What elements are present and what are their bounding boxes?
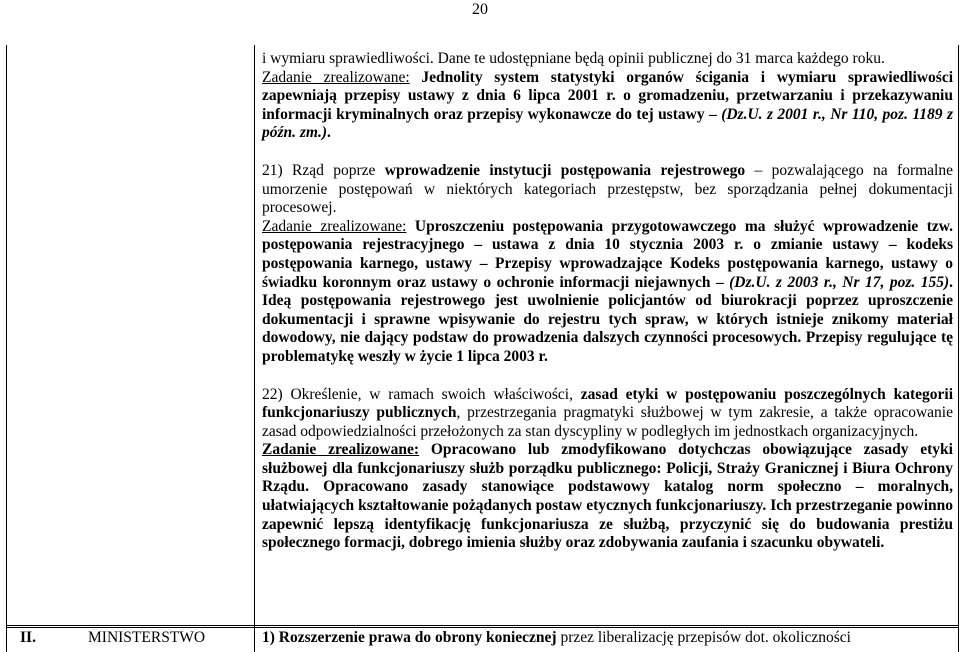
table-right-border (958, 45, 959, 652)
table-row-separator (6, 625, 959, 626)
paragraph-20-continued: i wymiaru sprawiedliwości. Dane te udostępniane będą opinii publicznej do 31 marca każdego roku. Zadanie zrealizowane: Jednolity system statystyki organów ścigania i wymiaru sprawiedliwości zapewniają przepisy ustawy z dnia 6 lipca 2001 r. o gromadzeniu, przetwarzaniu i przekazywaniu informacji kryminalnych oraz przepisy wykonawcze do tej ustawy – (Dz.U. z 2001 r., Nr 110, poz. 1189 z późn. zm.). (262, 50, 954, 142)
task-label: Zadanie zrealizowane: (262, 441, 420, 459)
document-body (262, 50, 953, 553)
paragraph-22: 22) Określenie, w ramach swoich właściwości, zasad etyki w postępowaniu poszczególnych kategorii funkcjonariuszy publicznych, przestrzegania pragmatyki służbowej w tym zakresie, a także opracowanie zasad odpowiedzialności przełożonych za stan dyscypliny w podległych im jednostkach organizacyjnych. Zadanie zrealizowane: Opracowano lub zmodyfikowano dotychczas obowiązujące zasady etyki służbowej dla funkcjonariuszy służb porządku publicznego: Policji, Straży Granicznej i Biura Ochrony Rządu. Opracowano zasady stanowiące podstawowy katalog norm społeczno – moralnych, ułatwiających kształtowanie pożądanych postaw etycznych funkcjonariuszy. Ich przestrzeganie powinno zapewnić lepszą identyfikację funkcjonariusza ze służbą, przyczynić się do budowania prestiżu społecznego formacji, dobrego imienia służby oraz zdobywania zaufania i szacunku obywateli. (262, 385, 953, 552)
ministry-name: MINISTERSTWO (88, 629, 206, 646)
table-row-ministry (0, 627, 960, 652)
paragraph-21: 21) Rząd poprze wprowadzenie instytucji postępowania rejestrowego – pozwalającego na formalne umorzenie postępowań w niektórych kategoriach przestępstw, bez sporządzania pełnej dokumentacji procesowej. Zadanie zrealizowane: Uproszczeniu postępowania przygotowawczego ma służyć wprowadzenie tzw. postępowania rejestracyjnego – ustawa z dnia 10 stycznia 2003 r. o zmianie ustawy – kodeks postępowania karnego, ustawy – Przepisy wprowadzające Kodeks postępowania karnego, ustawy o świadku koronnym oraz ustawy o ochronie informacji niejawnych – (Dz.U. z 2003 r., Nr 17, poz. 155). Ideą postępowania rejestrowego jest uwolnienie policjantów od biurokracji poprzez uproszczenie dokumentacji i sprawne wpisywanie do rejestru tych spraw, w których istnieje znikomy materiał dowodowy, nie dający podstaw do prowadzenia dalszych czynności procesowych. Przepisy regulujące tę problematykę weszły w życie 1 lipca 2003 r. (262, 161, 953, 365)
table-column-divider (254, 45, 255, 652)
page-number: 20 (472, 1, 488, 18)
task-label: Zadanie zrealizowane: (262, 68, 410, 86)
table-left-border (6, 45, 7, 652)
section-number: II. (20, 629, 36, 646)
task-label: Zadanie zrealizowane: (262, 217, 407, 235)
item-text: 1) Rozszerzenie prawa do obrony koniecznej przez liberalizację przepisów dot. okoliczności (262, 629, 851, 646)
